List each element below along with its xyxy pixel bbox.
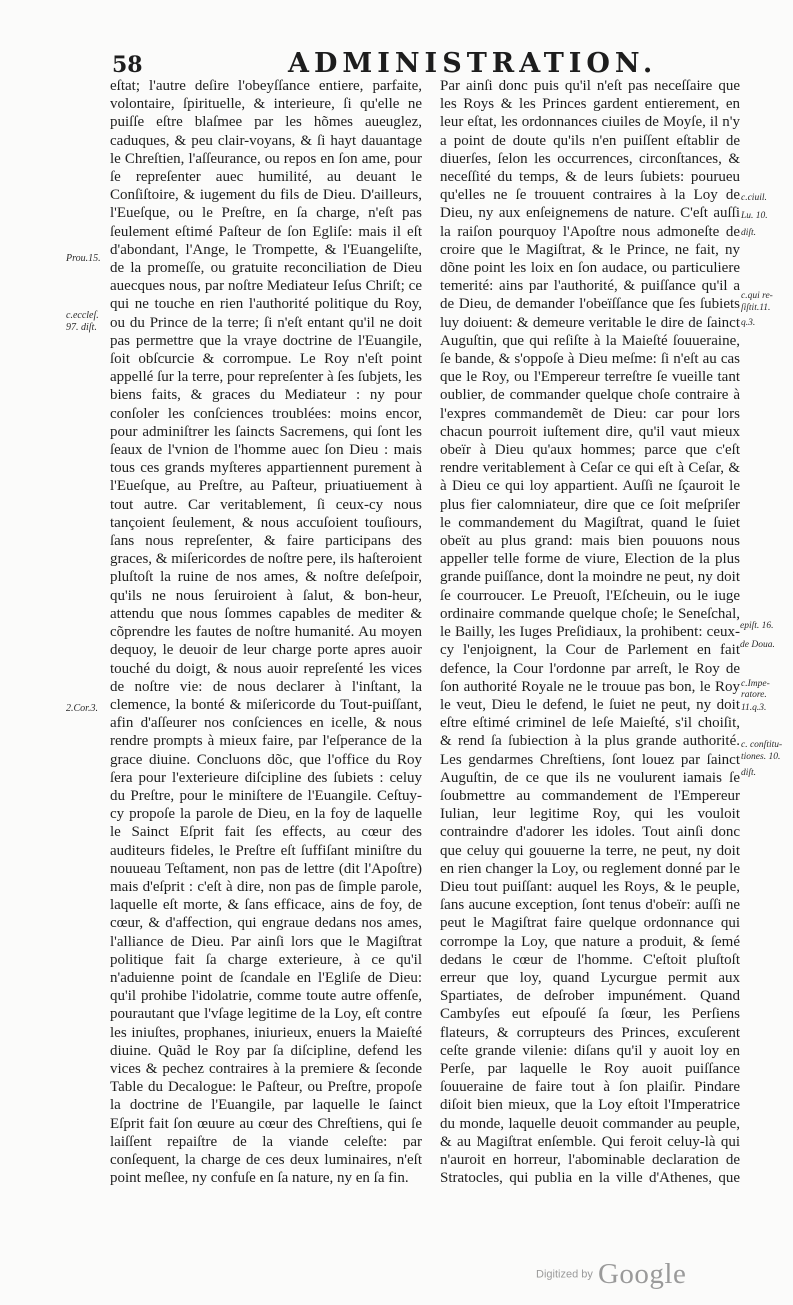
margin-note-cor: 2.Cor.3. — [66, 703, 98, 714]
right-column-paragraph-1: Par ainſi donc puis qu'il n'eſt pas neceſſaire que les Roys & les Princes gardent entierement, en leur eſtat, les ordonnances ciuiles de Moyſe, il n'y a point de doute qu'ils n'en puiſſent eſtablir de diuerſes, ſelon les occurrences, circonſtances, & neceſſité du temps, & de leurs ſubiets: pourueu qu'elles ne ſe trouuent contraires à la Loy de Dieu, ny aux enſeignemens de nature. C'eſt auſſi la raiſon pourquoy l'Apoſtre nous admoneſte de croire que le Magiſtrat, & le Prince, ne fait, ny dõne point les loix en ſon audace, ou particuliere temerité: ains par l'authorité, & puiſſance qu'il a de Dieu, de demander l'obeïſſance que ſes ſubiets luy doiuent: & demeure veritable le dire de ſainct Auguſtin, que qui reſiſte à la Maieſté ſouueraine, ſe bande, & s'oppoſe à Dieu meſme: ſi n'eſt au cas que le Roy, ou l'Empereur terreſtre ſe vueille tant oublier, de commander quelque choſe contraire à l'expres commandemẽt de Dieu: car pour lors chacun pourroit iuſtement dire, qu'il vaut mieux obeïr à Dieu qu'aux hommes; parce que c'eſt rendre veritablement à Ceſar ce qui eſt à Ceſar, & à Dieu ce qui loy appartient. Auſſi ne ſçauroit le plus fier calomniateur, dire que ce ſoit meſpriſer le commandement du Magiſtrat, quand le ſuiet obeït au plus grand: mais bien pouuons nous appeller telle forme de viure, Election de la plus grande puiſſance, dont la moindre ne peut, ny doit ſe courroucer. Le Preuoſt, l'Eſcheuin, ou le iuge ordinaire commande quelque choſe; le Seneſchal, le Bailly, les Iuges Preſidiaux, la prohibent: ceux-cy l'enjoignent, la Cour de Parlement en fait defence, la Cour l'ordonne par arreſt, le Roy de ſon authorité Royale ne le trouue pas bon, le Roy le veut, Dieu le defend, le ſuiet ne peut, ny doit eſtre eſtimé criminel de leſe Maieſté, s'il choiſit, & rend ſa ſubiection à la plus grande authorité. Les gendarmes Chreſtiens, ſont louez par ſainct Auguſtin, de ce que ils ne voulurent iamais ſe ſoubmettre au commandement de l'Empereur Iulian, leur legitime Roy, qui les vouloit contraindre d'adorer les idoles. Tout ainſi donc que celuy qui gouuerne la terre, ne peut, ny doit en rien changer la Loy, ou reglement donné par le Dieu tout puiſſant: auquel les Roys, & le peuple, ſans aucune exception, ſont tenus d'obeïr: auſſi ne peut le Magiſtrat faire quelque ordonnance qui corrompe la Loy, que nature a produit, & ſemé dedans le cœur de l'homme. C'eſtoit pluſtoſt erreur que loy, quand Lycurgue permit aux Spartiates, de deſrober impunément. Quand Cambyſes eut eſpouſé ſa ſœur, les Perſiens flateurs, & corrupteurs des Princes, excuſerent ceſte grande vilenie: diſans qu'il y auoit loy en Perſe, par laquelle le Roy auoit puiſſance ſouueraine de faire tout à ſon plaiſir. Pindare diſoit bien mieux, que la Loy eſtoit l'Imperatrice du monde, laquelle deuoit commander au peuple, & au Magiſtrat enſemble. Qui feroit celuy-là qui n'auroit en horreur, l'abominable declaration de Stratocles, qui publia en la ville d'Athenes, que — [440, 78, 740, 1187]
margin-note-qui-re: c.qui re- — [741, 291, 773, 301]
margin-note-tiones: tiones. 10. — [741, 752, 781, 762]
margin-note-prou: Prou.15. — [66, 253, 101, 264]
margin-note-dist-1: diſt. — [741, 228, 757, 238]
google-logo: Google — [597, 1258, 687, 1290]
margin-note-epist: epiſt. 16. — [740, 621, 774, 631]
margin-note-de-doua: de Doua. — [740, 640, 775, 650]
margin-note-11q3: 11.q.3. — [741, 703, 767, 713]
digitized-by-google-watermark — [536, 1258, 686, 1291]
margin-note-impe: c.Impe- — [741, 679, 770, 689]
margin-note-constitu: c. conſtitu- — [741, 740, 783, 750]
right-column — [440, 77, 740, 1187]
left-column-paragraph-1: eſtat; l'autre deſire l'obeyſſance entiere, parfaite, volontaire, ſpirituelle, & interieure, ſi qu'elle ne puiſſe eſtre blaſmee par les hõmes aueuglez, caduques, & peu clair-voyans, & ſi hayt dauantage le Chreſtien, l'aſſeurance, ou repos en ſon ame, pour ſe repreſenter auec humilité, au deuant le Conſiſtoire, & iugement du fils de Dieu. D'ailleurs, l'Eueſque, ou le Preſtre, en ſa charge, n'eſt pas ſeulement eſtimé Paſteur de ſon Egliſe: mais il eſt d'abondant, l'Ange, le Trompette, & l'Euangeliſte, de la promeſſe, ou gratuite reconciliation de Dieu auecques nous, par noſtre Mediateur Ieſus Chriſt; ce qui ne touche en rien l'authorité politique du Roy, ou du Prince de la terre; ſi n'eſt entant qu'il ne doit pas permettre que la vraye doctrine de l'Euangile, ſoit obſcurcie & corrompue. Le Roy n'eſt point appellé ſur la terre, pour repreſenter à ſes ſubjets, les biens faits, & graces du Mediateur : ny pour conſoler les conſciences troublées: moins encor, pour adminiſtrer les ſaincts Sacremens, qui ſont les ſeaux de l'vnion de l'homme auec ſon Dieu : mais tous ces grands myſteres appartiennent purement à l'Eueſque, au Preſtre, au Paſteur, priuatiuement à tout autre. Car veritablement, ſi ceux-cy nous tançoient ſeulement, & nous accuſoient touſiours, ſans nous repreſenter, & faire participans des graces, & miſericordes de noſtre pere, ils haſteroient pluſtoſt la ruine de nos ames, & noſtre deſeſpoir, qu'ils ne nous ſeruiroient à ſalut, & bon-heur, attendu que nous ſommes capables de mediter & cõprendre les fautes de noſtre humanité. Au moyen dequoy, le deuoir de leur charge porte apres auoir touché du doigt, & nous auoir repreſenté les vices de noſtre vie: de nous declarer à l'inſtant, la clemence, la bonté & miſericorde du Tout-puiſſant, afin d'aſſeurer nos conſciences en icelle, & nous rendre prompts à mieux faire, par l'eſperance de la grace diuine. Concluons dõc, que l'office du Roy ſera pour l'exterieure diſcipline des ſubiets : celuy du Preſtre, pour le miniſtere de l'Euangile. Ceſtuy-cy propoſe la parole de Dieu, en la foy de laquelle le Sainct Eſprit fait ſes effects, au cœur des auditeurs fideles, le Preſtre eſt ſuffiſant miniſtre du nouueau Teſtament, non pas de lettre (dit l'Apoſtre) mais d'eſprit : c'eſt à dire, non pas de ſimple parole, laquelle eſt morte, & ſans efficace, ains de foy, de cœur, & d'affection, qui engraue dedans nos ames, l'alliance de Dieu. Par ainſi lors que le Magiſtrat politique fait ſa charge exterieure, à ce qu'il n'aduienne point de ſcandale en l'Egliſe de Dieu: qu'il prohibe l'idolatrie, comme toute autre offenſe, pourautant que l'vſage legitime de la Loy, eſt contre les iniuſtes, prophanes, iniurieux, enuers la Maieſté diuine. Quãd le Roy par ſa diſcipline, defend les vices & pechez contraires à la premiere & ſeconde Table du Decalogue: le Paſteur, ou Preſtre, propoſe la doctrine de l'Euangile, par laquelle le ſainct Eſprit fait ſon œuure au cœur des Chreſtiens, qui ſe laiſſent repaiſtre de la viande celeſte: par conſequent, la charge de ces deux luminaires, n'eſt point meſlee, ny confuſe en ſa nature, ny en ſa fin. — [110, 78, 422, 1187]
left-column — [110, 77, 422, 1187]
page-number: 58 — [112, 52, 143, 78]
running-head: ADMINISTRATION. — [288, 48, 658, 79]
margin-note-q3: q.3. — [741, 318, 756, 328]
margin-note-eccles: c.eccleſ. — [66, 310, 99, 321]
margin-note-dist-2: diſt. — [741, 768, 757, 778]
margin-note-ratore: ratore. — [741, 690, 767, 700]
margin-note-lu: Lu. 10. — [741, 211, 768, 221]
digitized-by-label: Digitized by — [536, 1268, 593, 1281]
margin-note-civil: c.ciuil. — [741, 193, 767, 203]
margin-note-sistit: ſiſtit.11. — [741, 303, 771, 313]
margin-note-dist: 97. diſt. — [66, 322, 97, 333]
